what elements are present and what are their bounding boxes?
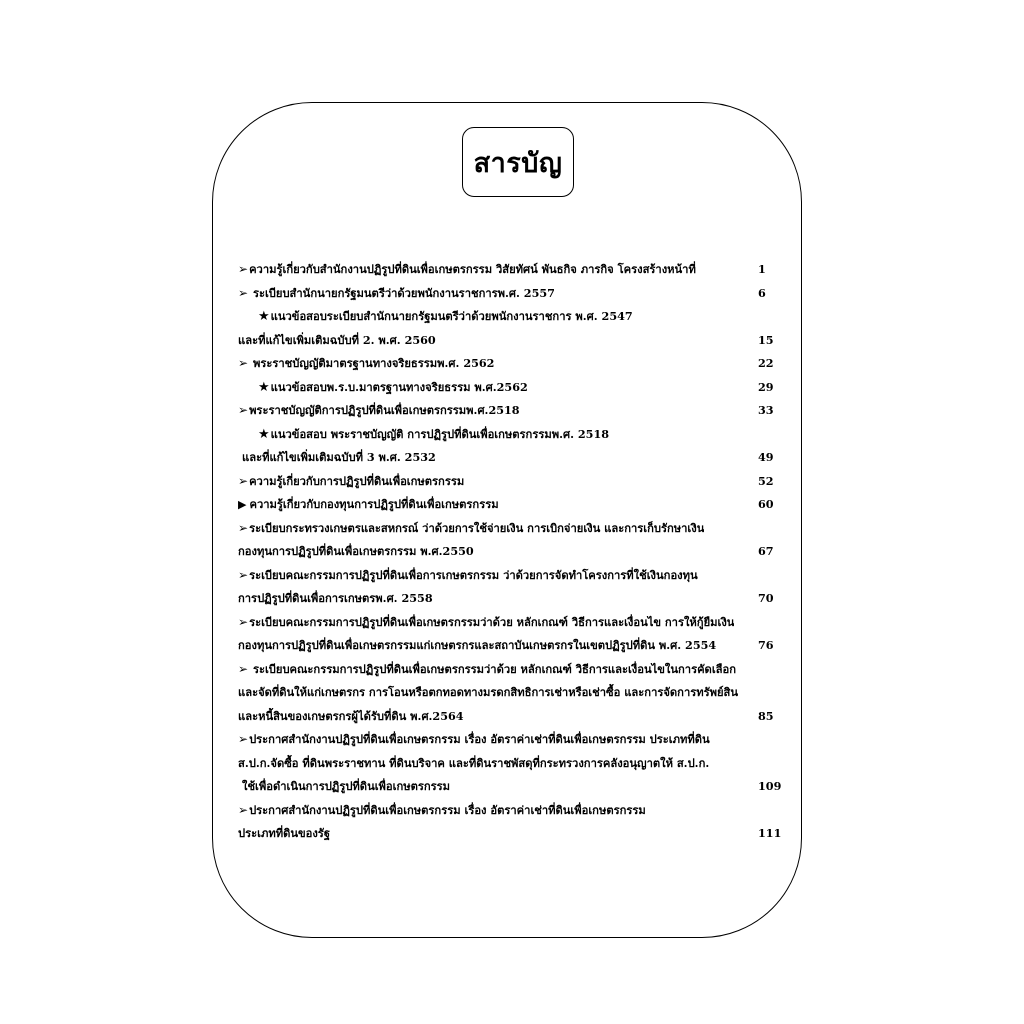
toc-entry-text: ใช้เพื่อดำเนินการปฏิรูปที่ดินเพื่อเกษตรกรรม <box>242 779 451 793</box>
toc-page-number: 29 <box>758 379 774 394</box>
toc-line <box>238 564 788 588</box>
toc-entry-text: ความรู้เกี่ยวกับสำนักงานปฏิรูปที่ดินเพื่อเกษตรกรรม วิสัยทัศน์ พันธกิจ ภารกิจ โครงสร้างหน้าที่ <box>249 262 696 276</box>
toc-entry-text: พระราชบัญญัติการปฏิรูปที่ดินเพื่อเกษตรกรรมพ.ศ.2518 <box>249 403 520 417</box>
toc-line <box>238 728 788 752</box>
toc-line <box>238 305 788 329</box>
toc-entry-text: และที่แก้ไขเพิ่มเติมฉบับที่ 3 พ.ศ. 2532 <box>242 450 436 464</box>
star-icon: ★ <box>258 426 270 442</box>
title-box <box>462 127 574 197</box>
toc-page-number: 22 <box>758 356 774 370</box>
page-title: สารบัญ <box>473 147 563 179</box>
toc-page-number: 6 <box>758 285 766 300</box>
toc-line <box>238 611 788 635</box>
toc-page-number: 111 <box>758 826 782 840</box>
star-icon: ★ <box>258 309 270 324</box>
toc-line <box>238 258 788 282</box>
toc-entry-text: ประกาศสำนักงานปฏิรูปที่ดินเพื่อเกษตรกรรม เรื่อง อัตราค่าเช่าที่ดินเพื่อเกษตรกรรม ประเภทที่ดิน <box>249 732 710 746</box>
toc-line <box>238 446 788 470</box>
toc-entry-text: ระเบียบสำนักนายกรัฐมนตรีว่าด้วยพนักงานราชการพ.ศ. 2557 <box>249 285 555 300</box>
star-icon: ★ <box>258 379 270 395</box>
toc-entry-text: แนวข้อสอบพ.ร.บ.มาตรฐานทางจริยธรรม พ.ศ.2562 <box>270 379 528 394</box>
toc-line <box>238 822 788 846</box>
toc-line <box>238 399 788 423</box>
toc-entry-text: และจัดที่ดินให้แก่เกษตรกร การโอนหรือตกทอดทางมรดกสิทธิการเช่าหรือเช่าซื้อ และการจัดการทรัพย์สิน <box>238 685 739 699</box>
triangle-icon: ▶ <box>238 498 247 511</box>
toc-page-number: 85 <box>758 708 774 723</box>
toc-entry-text: ระเบียบกระทรวงเกษตรและสหกรณ์ ว่าด้วยการใช้จ่ายเงิน การเบิกจ่ายเงิน และการเก็บรักษาเงิน <box>249 520 705 535</box>
toc-line <box>238 493 788 517</box>
toc-entry-text: กองทุนการปฏิรูปที่ดินเพื่อเกษตรกรรมแก่เกษตรกรและสถาบันเกษตรกรในเขตปฏิรูปที่ดิน พ.ศ. 2554 <box>238 638 717 652</box>
arrow-icon: ➢ <box>238 732 249 746</box>
toc-entry-text: และที่แก้ไขเพิ่มเติมฉบับที่ 2. พ.ศ. 2560 <box>238 332 436 347</box>
toc-entry-text: ประเภทที่ดินของรัฐ <box>238 826 330 840</box>
toc-line <box>238 470 788 494</box>
toc-line <box>238 587 788 611</box>
toc-page-number: 60 <box>758 497 774 511</box>
arrow-icon: ➢ <box>238 403 249 417</box>
toc-entry-text: แนวข้อสอบระเบียบสำนักนายกรัฐมนตรีว่าด้วยพนักงานราชการ พ.ศ. 2547 <box>270 309 633 323</box>
arrow-icon: ➢ <box>238 356 249 370</box>
toc-entry-text: ระเบียบคณะกรรมการปฏิรูปที่ดินเพื่อเกษตรกรรมว่าด้วย หลักเกณฑ์ วิธีการและเงื่อนไข การให้กู้ยืมเงิน <box>249 614 735 629</box>
toc-line <box>238 423 788 447</box>
toc-page-number: 67 <box>758 544 774 558</box>
toc-line <box>238 634 788 658</box>
toc-line <box>238 329 788 353</box>
toc-line <box>238 799 788 823</box>
toc-entry-text: ระเบียบคณะกรรมการปฏิรูปที่ดินเพื่อการเกษตรกรรม ว่าด้วยการจัดทำโครงการที่ใช้เงินกองทุน <box>249 567 698 582</box>
toc-entry-text: พระราชบัญญัติมาตรฐานทางจริยธรรมพ.ศ. 2562 <box>249 356 495 370</box>
arrow-icon: ➢ <box>238 520 249 535</box>
toc-page-number: 1 <box>758 262 766 276</box>
toc-line <box>238 282 788 306</box>
toc-page-number: 76 <box>758 638 774 652</box>
arrow-icon: ➢ <box>238 567 249 582</box>
toc-line <box>238 352 788 376</box>
toc-line <box>238 705 788 729</box>
toc-entry-text: ความรู้เกี่ยวกับการปฏิรูปที่ดินเพื่อเกษตรกรรม <box>249 473 465 488</box>
arrow-icon: ➢ <box>238 661 249 676</box>
toc-entry-text: ส.ป.ก.จัดซื้อ ที่ดินพระราชทาน ที่ดินบริจาค และที่ดินราชพัสดุที่กระทรวงการคลังอนุญาตให้ ส.ป.ก. <box>238 755 710 770</box>
toc-entry-text: ระเบียบคณะกรรมการปฏิรูปที่ดินเพื่อเกษตรกรรมว่าด้วย หลักเกณฑ์ วิธีการและเงื่อนไขในการคัดเลือก <box>249 661 736 676</box>
toc-entry-text: ประกาศสำนักงานปฏิรูปที่ดินเพื่อเกษตรกรรม เรื่อง อัตราค่าเช่าที่ดินเพื่อเกษตรกรรม <box>249 802 646 817</box>
toc-line <box>238 376 788 400</box>
toc-entry-text: และหนี้สินของเกษตรกรผู้ได้รับที่ดิน พ.ศ.2564 <box>238 708 464 723</box>
toc-entry-text: ความรู้เกี่ยวกับกองทุนการปฏิรูปที่ดินเพื่อเกษตรกรรม <box>249 497 499 511</box>
toc-line <box>238 681 788 705</box>
arrow-icon: ➢ <box>238 614 249 629</box>
toc-page-number: 33 <box>758 403 774 417</box>
toc-page-number: 49 <box>758 450 774 464</box>
toc-line <box>238 775 788 799</box>
arrow-icon: ➢ <box>238 262 249 276</box>
arrow-icon: ➢ <box>238 473 249 488</box>
table-of-contents <box>238 258 788 846</box>
toc-line <box>238 517 788 541</box>
toc-entry-text: แนวข้อสอบ พระราชบัญญัติ การปฏิรูปที่ดินเพื่อเกษตรกรรมพ.ศ. 2518 <box>270 426 610 441</box>
toc-entry-text: การปฏิรูปที่ดินเพื่อการเกษตรพ.ศ. 2558 <box>238 591 433 605</box>
toc-page-number: 109 <box>758 779 782 793</box>
arrow-icon: ➢ <box>238 285 249 300</box>
toc-page-number: 70 <box>758 591 774 605</box>
toc-line <box>238 540 788 564</box>
toc-page-number: 52 <box>758 473 774 488</box>
toc-entry-text: กองทุนการปฏิรูปที่ดินเพื่อเกษตรกรรม พ.ศ.2550 <box>238 544 474 558</box>
toc-page-number: 15 <box>758 332 774 347</box>
toc-line <box>238 752 788 776</box>
toc-line <box>238 658 788 682</box>
arrow-icon: ➢ <box>238 802 249 817</box>
